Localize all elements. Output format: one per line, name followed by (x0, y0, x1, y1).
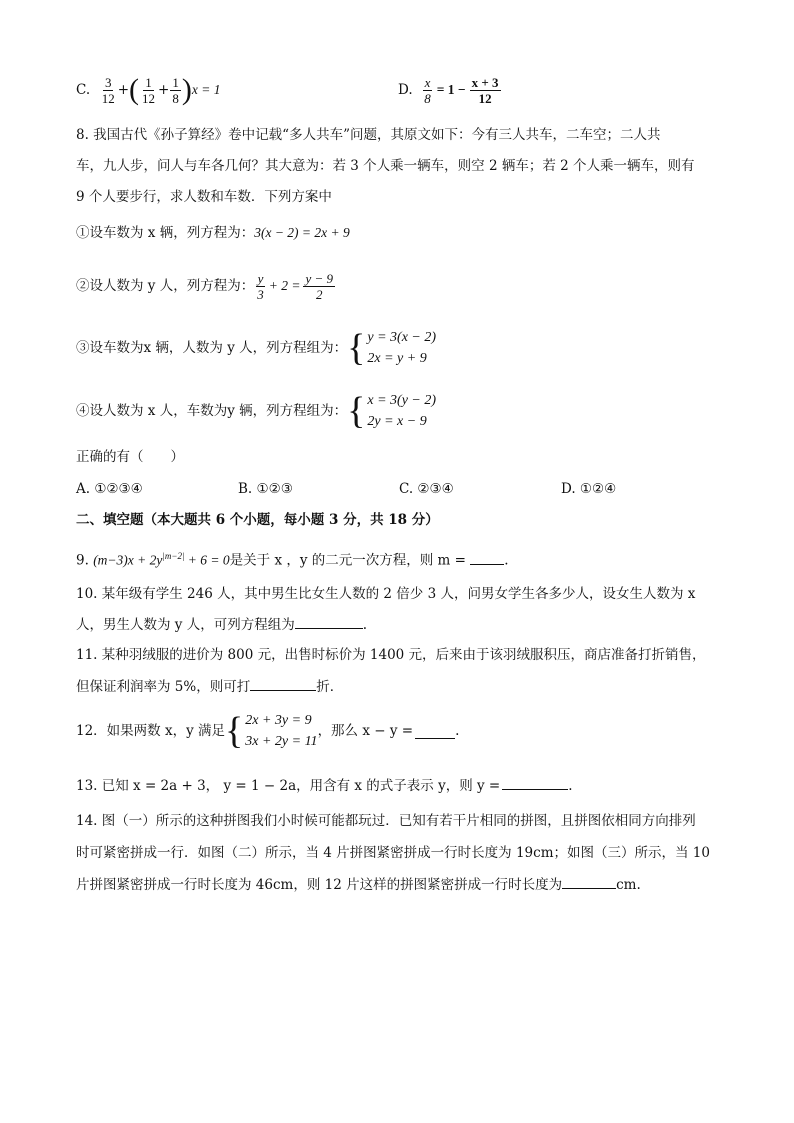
q8-statement-4 (76, 389, 436, 433)
q14-line-1: 14. 图（一）所示的这种拼图我们小时候可能都玩过．已知有若干片相同的拼图，且拼图依相同方向排列 (76, 813, 696, 829)
question-text: 是关于 x ，y 的二元一次方程，则 m = (229, 552, 466, 569)
exponent: |m−2| (162, 551, 185, 561)
answer-blank[interactable] (250, 676, 316, 691)
equation-system: { x = 3(y − 2) 2y = x − 9 (347, 390, 437, 432)
statement-text: ②设人数为 y 人，列方程为： (76, 278, 255, 294)
q11-line-1: 11. 某种羽绒服的进价为 800 元，出售时标价为 1400 元，后来由于该羽绒服积压，商店准备打折销售， (76, 647, 706, 663)
q14-line-2: 时可紧密拼成一行．如图（二）所示，当 4 片拼图紧密拼成一行时长度为 19cm；如图（三）所示，当 10 (76, 845, 710, 861)
q10-line-1: 10. 某年级有学生 246 人，其中男生比女生人数的 2 倍少 3 人，问男女学生各多少人，设女生人数为 x (76, 586, 696, 602)
fraction: $\frac{x + 3}{12}$ (471, 74, 499, 106)
answer-blank[interactable] (415, 724, 455, 739)
answer-blank[interactable] (502, 775, 568, 790)
statement-text: ③设车数为x 辆，人数为 y 人，列方程组为： (76, 340, 348, 356)
question-text: 片拼图紧密拼成一行时长度为 46cm，则 12 片这样的拼图紧密拼成一行时长度为 (76, 877, 563, 893)
q13 (76, 775, 573, 796)
statement-text: ④设人数为 x 人，车数为y 辆，列方程组为： (76, 403, 348, 419)
brace-icon: { (347, 390, 366, 432)
period: . (568, 778, 573, 794)
fraction: $\frac{x}{8}$ (424, 74, 431, 106)
section-title: 二、填空题（本大题共 6 个小题，每小题 3 分，共 18 分） (76, 512, 439, 528)
q14-line-3 (76, 874, 641, 895)
equation-system: { 2x + 3y = 9 3x + 2y = 11 (225, 710, 318, 752)
answer-blank[interactable] (562, 874, 616, 889)
q8-option-b: B. ①②③ (238, 481, 293, 497)
equation-mid: = 1 − (436, 82, 466, 97)
q8-line-3: 9 个人要步行，求人数和车数．下列方案中 (76, 189, 332, 205)
equation: (m−3)x + 2y (93, 552, 163, 568)
q8-option-a: A. ①②③④ (76, 481, 143, 497)
brace-icon: { (347, 327, 366, 369)
q9 (76, 546, 509, 571)
q8-option-c: C. ②③④ (399, 481, 454, 497)
equation-tail: x = 1 (191, 82, 221, 97)
q7-option-c: C. $\frac{3}{12}$ + ( $\frac{1}{12}$ + $\frac{1}{8}$ ) x = 1 (76, 73, 221, 106)
q8-statement-2 (76, 266, 336, 306)
question-text: 人，男生人数为 y 人，可列方程组为 (76, 617, 295, 633)
plus-sign: + (117, 82, 130, 98)
equation-tail: + 6 = 0 (184, 552, 230, 568)
q8-line-2: 车，九人步，问人与车各几何？其大意为：若 3 个人乘一辆车，则空 2 辆车；若 2 个人乘一辆车，则有 (76, 158, 695, 174)
period: . (362, 617, 368, 633)
option-label: D. (398, 82, 413, 98)
fraction: $\frac{1}{12}$ (142, 74, 156, 106)
q8-prompt: 正确的有（ ） (76, 449, 184, 465)
question-text: 12．如果两数 x，y 满足 (76, 723, 226, 739)
q8-statement-3 (76, 326, 436, 370)
answer-blank[interactable] (295, 614, 363, 629)
period: . (504, 552, 509, 569)
equation-mid: + 2 = (268, 278, 301, 293)
question-text: 但保证利润率为 5%，则可打 (76, 679, 251, 695)
equation-system: { y = 3(x − 2) 2x = y + 9 (347, 327, 437, 369)
statement-text: ①设车数为 x 辆，列方程为： (76, 225, 255, 241)
q10-line-2 (76, 614, 367, 635)
question-number: 9. (76, 552, 89, 569)
q8-statement-1 (76, 223, 350, 243)
fraction: $\frac{y - 9}{2}$ (305, 270, 333, 302)
fraction: $\frac{3}{12}$ (101, 74, 115, 106)
fraction: $\frac{y}{3}$ (257, 270, 264, 302)
q8-option-d: D. ①②④ (561, 481, 617, 497)
plus-sign: + (158, 82, 170, 98)
q7-option-d (398, 70, 502, 110)
unit: cm. (616, 877, 641, 893)
q12 (76, 708, 459, 754)
equation: 3(x − 2) = 2x + 9 (254, 225, 350, 240)
question-text-tail: ，那么 x − y = (317, 723, 414, 739)
question-text-tail: 折． (316, 679, 344, 695)
q11-line-2 (76, 676, 343, 697)
answer-blank[interactable] (470, 550, 504, 565)
fraction: $\frac{1}{8}$ (172, 74, 179, 106)
period: . (455, 723, 460, 739)
q8-line-1: 8. 我国古代《孙子算经》卷中记载“多人共车”问题，其原文如下：今有三人共车，二车空；二人共 (76, 127, 661, 143)
brace-icon: { (225, 710, 244, 752)
option-label: C. (76, 82, 91, 98)
question-text: 13. 已知 x = 2a + 3， y = 1 − 2a，用含有 x 的式子表示 y，则 y = (76, 778, 501, 794)
